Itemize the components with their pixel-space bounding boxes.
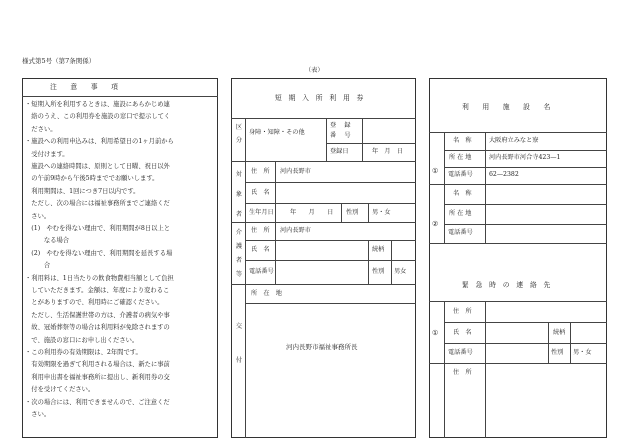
f1-location-value: 河内長野市河合寺423—1 [489,154,561,161]
cg-sex-value: 男女 [394,268,407,275]
note-line: 受付けます。 [25,150,69,158]
note-line: ・短期入所を利用するときは、施設にあらかじめ連 [25,101,170,108]
sex-value: 男・女 [372,209,391,216]
f1-name-label: 名 称 [453,137,472,144]
address-value: 河内長野市 [280,168,311,175]
note-line: 施設への連絡時間は、原則として日曜、祝日以外 [25,163,170,170]
note-line: 合 [25,262,51,270]
note-line: 付を受けてください。 [25,386,95,394]
category-value: 身障・知障・その他 [249,129,305,136]
front-side-label: （表） [305,67,324,74]
cg-address-label: 住 所 [251,227,270,234]
note-line: なる場合 [25,237,70,245]
f2-location-label: 所 在 地 [449,210,472,217]
note-line: 故、冠婚葬祭等の場合は利用料が免除されますの [25,324,170,332]
note-line: さい。 [25,411,51,418]
f2-phone-label: 電話番号 [448,229,473,236]
c2-address-label: 住 所 [453,369,472,376]
note-line: で、施設の窓口にお申し出ください。 [25,336,139,344]
f1-phone-label: 電話番号 [448,171,473,178]
form-number-label: 様式第5号（第7条関係） [22,57,96,65]
note-line: とがありますので、利用時にご確認ください。 [25,299,164,307]
note-line: ださい。 [25,125,57,133]
c1-sex-value: 男・女 [573,349,592,356]
facility-2-number: ② [432,220,439,228]
category-label: 区分 [235,124,243,144]
f1-location-label: 所 在 地 [449,154,472,161]
issuer-name: 河内長野市福祉事務所長 [286,343,358,351]
note-line: ただし、次の場合には福祉事務所までご連絡くだ [25,200,170,208]
issuer-label: 交付 [235,323,243,364]
c1-relation-label: 続柄 [553,329,566,336]
cg-phone-label: 電話番号 [249,268,274,275]
ticket-title: 短 期 入 所 利 用 券 [275,94,364,102]
note-line: さい。 [25,212,51,220]
cg-name-label: 氏 名 [251,246,270,253]
f1-phone-value: 62—2382 [489,171,519,178]
note-line: していただきます。金額は、年度により変わるこ [25,287,170,294]
note-line: 利用申出書を福祉事務所に提出し、新利用券の交 [25,373,170,381]
cg-sex-label: 性別 [372,268,385,275]
note-line: 有効期限を過ぎて利用される場合は、新たに事前 [25,361,170,369]
f1-name-value: 大阪府立みなと寮 [489,137,539,144]
note-line: ただし、生活保護世帯の方は、介護者の病気や事 [25,311,170,319]
reg-date-value: 年 月 日 [372,148,403,155]
dob-value: 年 月 日 [290,209,334,216]
note-line: 利用期間は、1回につき7日以内です。 [25,187,140,195]
reg-no-label: 登 録 番 号 [330,122,359,139]
c1-phone-label: 電話番号 [448,349,473,356]
notes-title: 注 意 事 項 [50,83,118,91]
relation-label: 続柄 [372,246,385,253]
c1-address-label: 住 所 [453,308,472,315]
c1-name-label: 氏 名 [453,329,472,336]
address-label: 住 所 [251,168,270,175]
note-line: 絡のうえ、この利用券を施設の窓口で提示してく [25,113,171,121]
issuer-location-label: 所 在 地 [251,290,282,297]
note-line: (2) やむを得ない理由で、利用期間を延長する場 [25,249,173,257]
note-line: ・次の場合には、利用できませんので、ご注意くだ [25,398,170,406]
f2-name-label: 名 称 [453,190,472,197]
cg-address-value: 河内長野市 [280,227,311,234]
note-line: ・この利用券の有効期限は、2年間です。 [25,349,142,356]
name-label: 氏 名 [251,189,270,196]
note-line: ・施設への利用申込みは、利用希望日の1ヶ月前から [25,138,174,146]
sex-label: 性別 [346,209,359,216]
subject-label: 対象者 [235,171,243,218]
dob-label: 生年月日 [249,209,274,216]
facility-title: 利 用 施 設 名 [462,103,551,111]
note-line: (1) やむを得ない理由で、利用期間が8日以上と [25,225,171,232]
note-line: の午前9時から午後5時まででお願いします。 [25,175,159,183]
note-line: ・利用料は、1日当たりの飲食物費相当額として負担 [25,274,174,282]
emergency-title: 緊 急 時 の 連 絡 先 [462,281,551,289]
caregiver-label: 介護者等 [235,229,243,278]
reg-date-label: 登録日 [330,148,349,155]
contact-1-number: ① [432,329,439,337]
c1-sex-label: 性別 [551,349,564,356]
facility-1-number: ① [432,167,439,175]
